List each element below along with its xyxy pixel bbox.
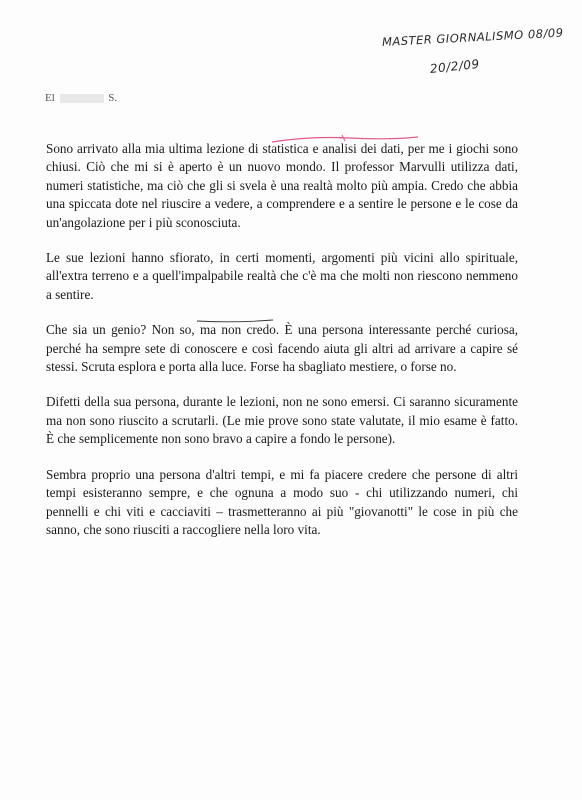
paragraph: Sembra proprio una persona d'altri tempi, e mi fa piacere credere che persone di altri tempi esisteranno sempre, e che ognuna a modo suo - chi utilizzando numeri, chi pennelli e chi viti e cacciaviti – trasmetteranno ai più "giovanotti" le cose in più che sanno, che sono riusciti a raccogliere nella loro vita. [46,466,518,537]
paragraph: Sono arrivato alla mia ultima lezione di statistica e analisi dei dati, per me i giochi sono chiusi. Ciò che mi si è aperto è un nuovo mondo. Il professor Marvulli utilizza dati, numeri statistiche, ma ciò che gli si svela è una realtà molto più ampia. Credo che abbia una spiccata dote nel riuscire a vedere, a comprendere e a sentire le persone e le cose da un'angolazione per i più sconosciuta. [46,141,518,230]
author-name-redacted [45,92,117,104]
author-initial: El [45,92,55,104]
paragraph: Difetti della sua persona, durante le lezioni, non ne sono emersi. Ci saranno sicuramente ma non sono riuscito a scrutarli. (Le mie prove sono state valutate, il mio esame è fatto. È che semplicemente non sono bravo a capire a fondo le persone). [46,394,518,447]
handwritten-course-title: MASTER GIORNALISMO 08/09 [381,25,564,49]
handwritten-date: 20/2/09 [429,56,481,76]
letter-body [46,140,518,556]
paragraph: Che sia un genio? Non so, ma non credo. È una persona interessante perché curiosa, perché ha sempre sete di conoscere e così facendo aiuta gli altri ad arrivare a capire sé stessi. Scruta esplora e porta alla luce. Forse ha sbagliato mestiere, o forse no. [46,322,518,375]
author-trailing: S. [108,92,118,104]
redaction-block [60,94,104,103]
paragraph: Le sue lezioni hanno sfiorato, in certi momenti, argomenti più vicini allo spirituale, all'extra terreno e a quell'impalpabile realtà che c'è ma che molti non riescono nemmeno a sentire. [46,250,518,302]
